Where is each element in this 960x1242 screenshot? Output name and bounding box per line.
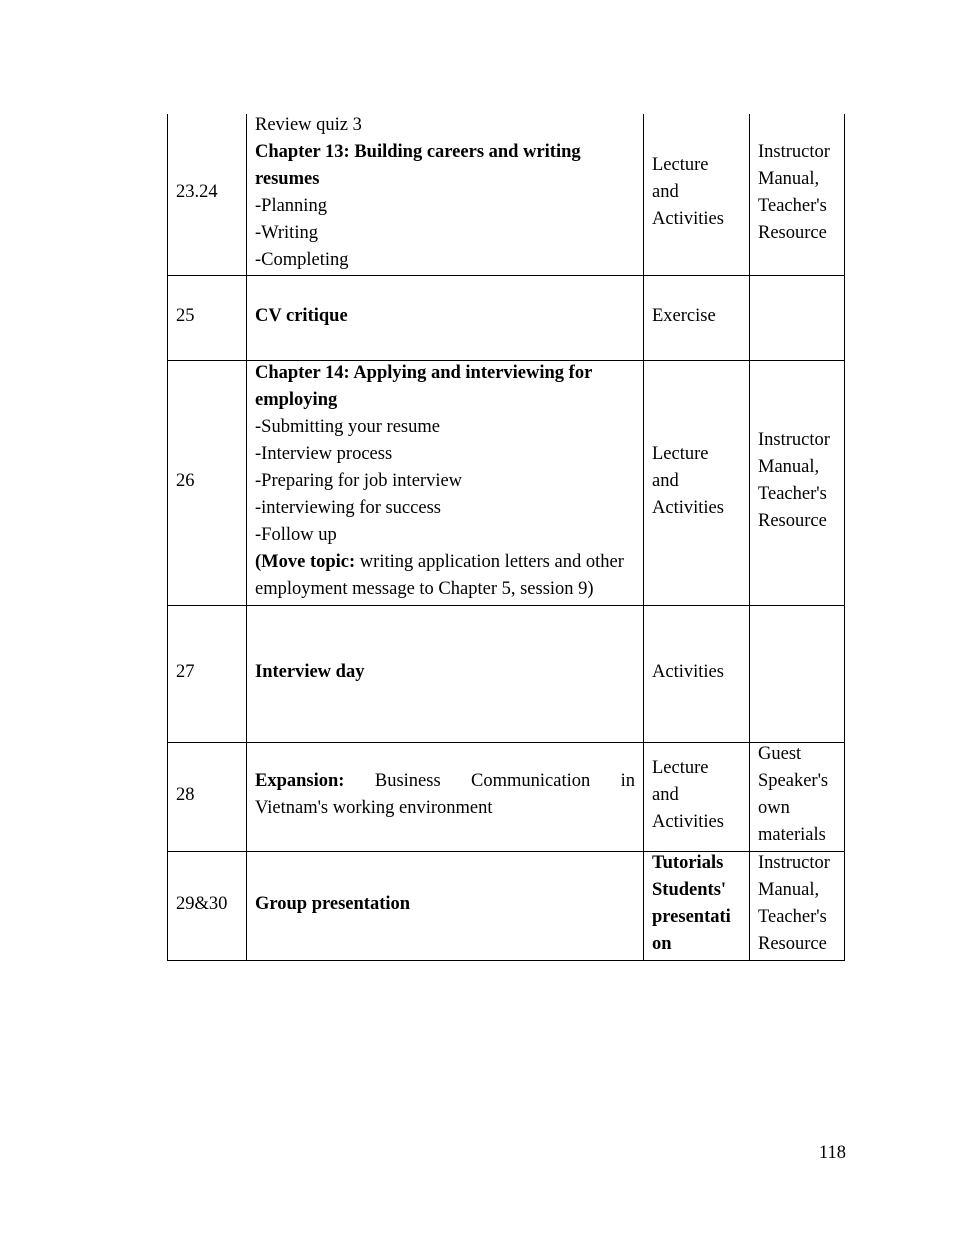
content-cell [247, 114, 644, 276]
content-cell [247, 852, 644, 961]
resources-line: Teacher's [758, 484, 827, 504]
method-line: and [652, 182, 679, 202]
resources-line: Resource [758, 511, 827, 531]
topic-title: Group presentation [255, 893, 411, 914]
table-row [168, 114, 845, 276]
session-number: 25 [176, 305, 195, 326]
resources-cell [750, 361, 845, 606]
schedule-table [167, 114, 845, 961]
resources-line: Teacher's [758, 907, 827, 927]
method-cell [644, 114, 750, 276]
resources-cell [750, 852, 845, 961]
resources-line: Resource [758, 934, 827, 954]
resources-cell [750, 606, 845, 743]
method-cell [644, 743, 750, 852]
session-cell [168, 276, 247, 361]
content-line-label: Expansion: [255, 771, 345, 791]
resources-line: materials [758, 825, 826, 845]
content-line-text: writing application letters and other [359, 551, 624, 572]
content-line-label: (Move topic: [255, 551, 356, 572]
table-row [168, 606, 845, 743]
method-line: Exercise [652, 305, 716, 326]
chapter-title: employing [255, 389, 338, 410]
content-line: -Follow up [255, 524, 337, 545]
resources-line: Instructor [758, 141, 830, 162]
chapter-title: Chapter 13: Building careers and writing [255, 141, 581, 162]
content-line-text: Business Communication in [374, 771, 636, 791]
table-row [168, 361, 845, 606]
content-line: employment message to Chapter 5, session 9) [255, 578, 594, 599]
method-line: and [652, 784, 679, 805]
content-line: -Completing [255, 249, 349, 270]
method-line: Lecture [652, 443, 709, 464]
topic-title: Interview day [255, 661, 365, 682]
chapter-title: resumes [255, 168, 320, 189]
table-row [168, 852, 845, 961]
session-cell [168, 114, 247, 276]
resources-line: own [758, 798, 790, 818]
resources-cell [750, 743, 845, 852]
resources-line: Instructor [758, 853, 830, 873]
method-line: Lecture [652, 757, 709, 778]
content-line: -Preparing for job interview [255, 470, 463, 491]
session-number: 28 [176, 784, 195, 805]
content-line [255, 768, 635, 795]
session-number: 26 [176, 470, 195, 491]
table-row [168, 276, 845, 361]
content-cell [247, 361, 644, 606]
session-number: 29&30 [176, 893, 228, 914]
content-line: -Planning [255, 195, 327, 216]
method-line: Students' [652, 880, 727, 900]
method-line: Activities [652, 661, 724, 682]
method-line: presentati [652, 907, 731, 927]
session-cell [168, 852, 247, 961]
method-cell [644, 606, 750, 743]
content-line: -Writing [255, 222, 318, 243]
method-line: Activities [652, 209, 724, 229]
content-line: -Interview process [255, 443, 393, 464]
session-number: 27 [176, 661, 195, 682]
session-number: 23.24 [176, 182, 218, 202]
page-number: 118 [818, 1143, 846, 1163]
resources-line: Speaker's [758, 771, 829, 791]
method-line: Tutorials [652, 853, 724, 873]
method-line: and [652, 470, 679, 491]
resources-line: Manual, [758, 168, 820, 189]
resources-cell [750, 114, 845, 276]
method-line: Activities [652, 811, 724, 832]
session-cell [168, 606, 247, 743]
method-cell [644, 361, 750, 606]
content-line [255, 549, 635, 576]
resources-line: Resource [758, 222, 827, 243]
content-line: -Submitting your resume [255, 416, 440, 437]
method-line: Activities [652, 497, 724, 518]
content-cell [247, 743, 644, 852]
content-cell [247, 606, 644, 743]
resources-line: Instructor [758, 430, 830, 450]
resources-line: Manual, [758, 880, 820, 900]
table-row [168, 743, 845, 852]
resources-line: Teacher's [758, 195, 827, 216]
content-cell [247, 276, 644, 361]
resources-line: Manual, [758, 457, 820, 477]
content-line: Vietnam's working environment [255, 798, 493, 818]
session-cell [168, 361, 247, 606]
content-line: Review quiz 3 [255, 114, 362, 135]
chapter-title: Chapter 14: Applying and interviewing for [255, 362, 593, 383]
resources-cell [750, 276, 845, 361]
session-cell [168, 743, 247, 852]
method-line: Lecture [652, 155, 709, 175]
method-line: on [652, 934, 672, 954]
method-cell [644, 852, 750, 961]
content-line: -interviewing for success [255, 497, 441, 518]
topic-title: CV critique [255, 305, 348, 326]
method-cell [644, 276, 750, 361]
resources-line: Guest [758, 744, 802, 764]
